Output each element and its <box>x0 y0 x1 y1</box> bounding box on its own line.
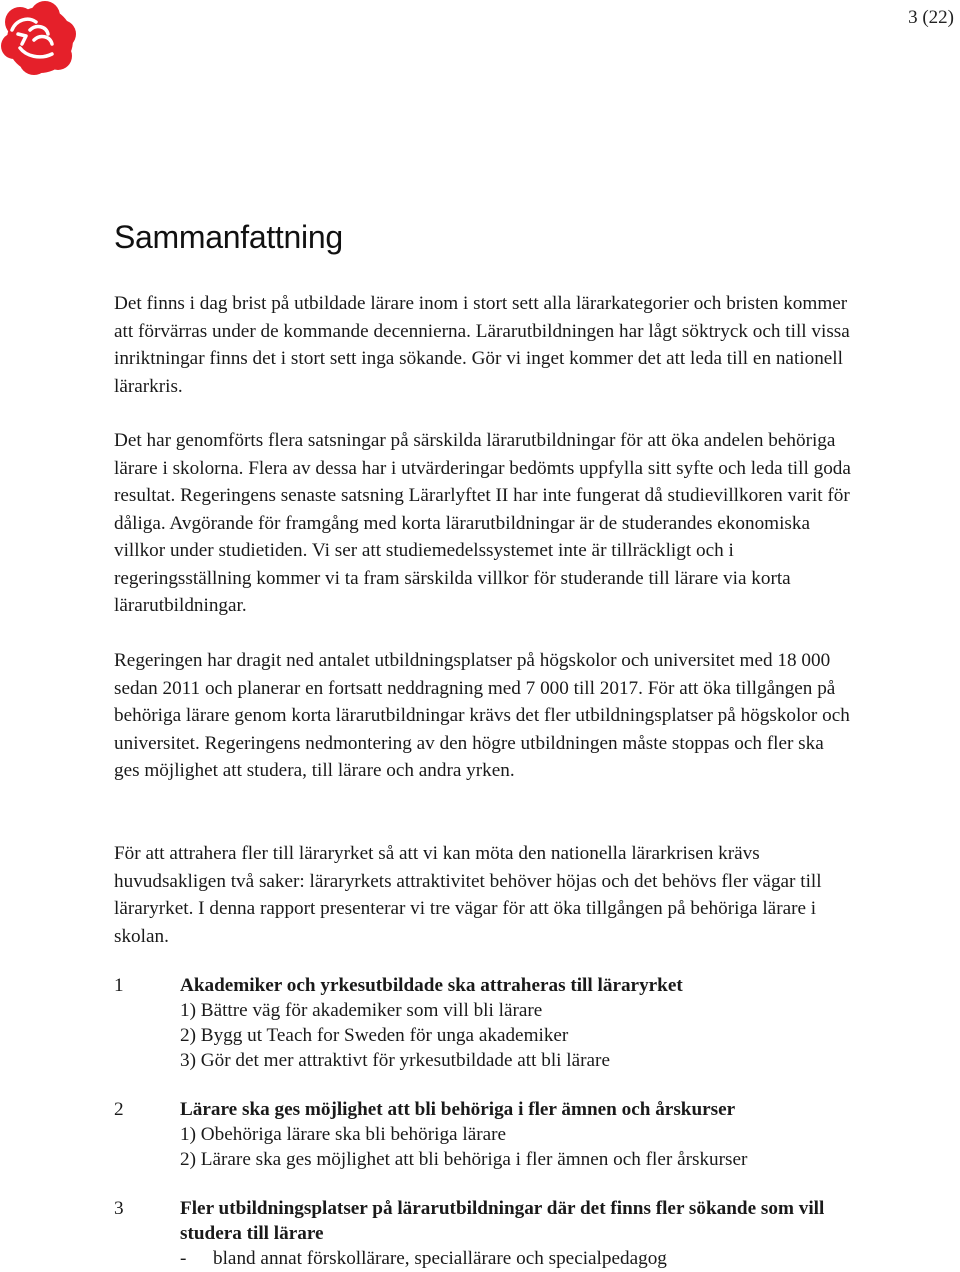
list-item <box>114 1097 854 1172</box>
paragraph-1: Det finns i dag brist på utbildade lärare inom i stort sett alla lärarkategorier och bristen kommer att förvärras under de kommande decennierna. Lärarutbildningen har lågt söktryck och till vissa inriktningar finns det i stort sett inga sökande. Gör vi inget kommer det att leda till en nationell lärarkris. <box>114 293 850 397</box>
list-subitem: 1) Bättre väg för akademiker som vill bli lärare <box>180 1000 543 1021</box>
list-item <box>114 1196 854 1271</box>
list-item-title: Lärare ska ges möjlighet att bli behöriga i fler ämnen och årskurser <box>180 1099 736 1120</box>
dash-bullet: - <box>180 1248 187 1269</box>
list-subitem: 2) Lärare ska ges möjlighet att bli behöriga i fler ämnen och fler årskurser <box>180 1149 748 1170</box>
list-item-title: Akademiker och yrkesutbildade ska attraheras till läraryrket <box>180 975 683 996</box>
list-item-number: 2 <box>114 1099 124 1120</box>
paragraph-3: Regeringen har dragit ned antalet utbildningsplatser på högskolor och universitet med 18 000 sedan 2011 och planerar en fortsatt neddragning med 7 000 till 2017. För att öka tillgången på behöriga lärare genom korta lärarutbildningar krävs det fler utbildningsplatser på högskolor och universitet. Regeringens nedmontering av den högre utbildningen måste stoppas och fler ska ges möjlighet att studera, till lärare och andra yrken. <box>114 650 850 781</box>
list-item-number: 3 <box>114 1198 124 1219</box>
list-subitem: 1) Obehöriga lärare ska bli behöriga lärare <box>180 1124 507 1145</box>
page-title: Sammanfattning <box>114 219 343 255</box>
list-item-title: Fler utbildningsplatser på lärarutbildningar där det finns fler sökande som vill studera till lärare <box>180 1198 825 1244</box>
rose-fist-logo-icon <box>0 0 80 80</box>
list-subitem: 3) Gör det mer attraktivt för yrkesutbildade att bli lärare <box>180 1050 610 1071</box>
dash-item-text: bland annat förskollärare, speciallärare och specialpedagog <box>213 1248 667 1269</box>
list-dash-item <box>180 1246 854 1271</box>
page-number: 3 (22) <box>908 7 954 28</box>
list-item-number: 1 <box>114 975 124 996</box>
paragraph-2: Det har genomförts flera satsningar på särskilda lärarutbildningar för att öka andelen behöriga lärare i skolorna. Flera av dessa har i utvärderingar bedömts uppfylla sitt syfte och leda till goda resultat. Regeringens senaste satsning Lärarlyftet II har inte fungerat då studievillkoren varit för dåliga. Avgörande för framgång med korta lärarutbildningar är de studerandes ekonomiska villkor under studietiden. Vi ser att studiemedelssystemet inte är tillräckligt och i regeringsställning kommer vi ta fram särskilda villkor för studerande till lärare via korta lärarutbildningar. <box>114 430 851 616</box>
paragraph-4: För att attrahera fler till läraryrket så att vi kan möta den nationella lärarkrisen krävs huvudsakligen två saker: läraryrkets attraktivitet behöver höjas och det behövs fler vägar till läraryrket. I denna rapport presenterar vi tre vägar för att öka tillgången på behöriga lärare i skolan. <box>114 843 822 947</box>
list-item <box>114 973 854 1073</box>
list-subitem: 2) Bygg ut Teach for Sweden för unga akademiker <box>180 1025 569 1046</box>
